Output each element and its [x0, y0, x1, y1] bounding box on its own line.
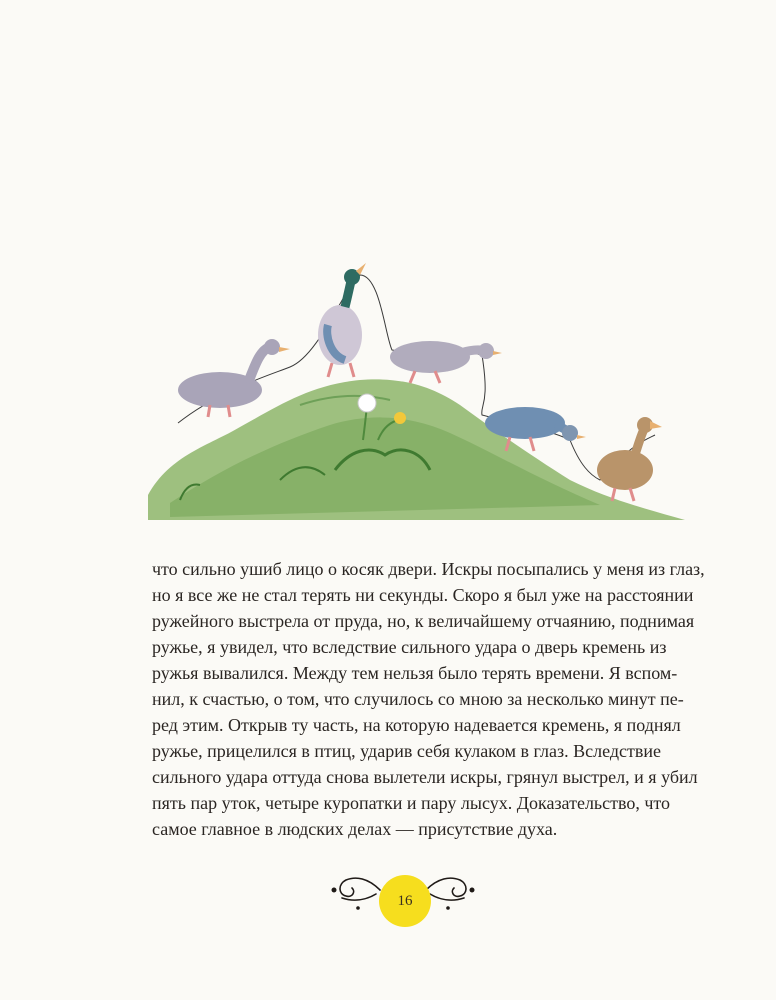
- text-line: что сильно ушиб лицо о косяк двери. Искры посыпались у меня из глаз,: [152, 559, 705, 579]
- text-line: нил, к счастью, о том, что случилось со мною за несколько минут пе-: [152, 689, 684, 709]
- duck-brown-right: [597, 417, 662, 501]
- duck-grey-left: [178, 339, 290, 417]
- text-line: сильного удара оттуда снова вылетели искры, грянул выстрел, и я убил: [152, 767, 698, 787]
- text-line: пять пар уток, четыре куропатки и пару лысух. Доказательство, что: [152, 793, 671, 813]
- page-number: 16: [397, 892, 413, 909]
- text-line: ружье, прицелился в птиц, ударив себя кулаком в глаз. Вследствие: [152, 741, 661, 761]
- text-line: самое главное в людских делах — присутствие духа.: [152, 819, 558, 839]
- duck-grey-middle: [390, 341, 502, 383]
- text-line: ружейного выстрела от пруда, но, к величайшему отчаянию, поднимая: [152, 611, 695, 631]
- text-line: ред этим. Открыв ту часть, на которую надевается кремень, я поднял: [152, 715, 681, 735]
- text-line: ружье, я увидел, что вследствие сильного удара о дверь кремень из: [152, 637, 667, 657]
- duck-mallard: [318, 263, 366, 377]
- body-text: [152, 556, 705, 842]
- text-line: но я все же не стал терять ни секунды. Скоро я был уже на расстоянии: [152, 585, 694, 605]
- page-number-badge: [379, 875, 431, 927]
- text-line: ружья вывалился. Между тем нельзя было терять времени. Я вспом-: [152, 663, 678, 683]
- ducks-on-hill-illustration: [130, 255, 690, 530]
